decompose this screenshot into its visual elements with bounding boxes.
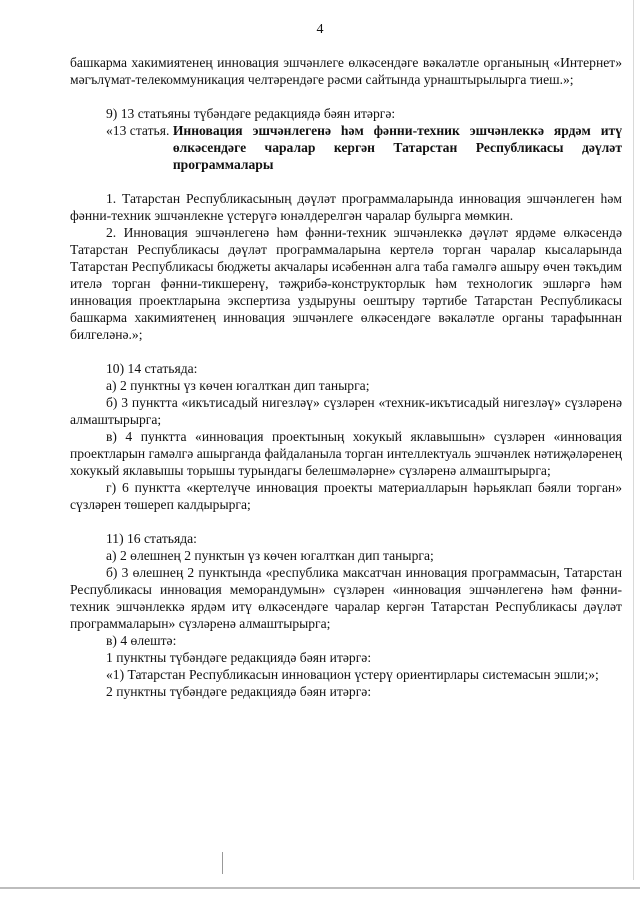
page-edge — [633, 0, 634, 880]
item-11-b: б) 3 өлешнең 2 пунктында «республика максатчан инновация программасын, Татарстан Республикасы инновация меморандумын» сүзләрен «инновация эшчәнлегенә һәм фәнни-техник эшчәнлеккә ярдәм итү өлкәсендәге чаралар кергән Татарстан Республикасы дәүләт программаларын» сүзләренә алмаштырырга; — [70, 565, 622, 631]
item-10-a: а) 2 пунктны үз көчен югалткан дип танырга; — [106, 378, 370, 393]
item-11-v2-intro: 2 пунктны түбәндәге редакциядә бәян итәргә: — [106, 684, 372, 699]
item-11-v: в) 4 өлештә: — [106, 633, 177, 648]
page-bottom-edge — [0, 887, 640, 889]
document-body — [70, 54, 622, 700]
item-10-b: б) 3 пунктта «икътисадый нигезләү» сүзләрен «техник-икътисадый нигезләү» сүзләренә алмаштырырга; — [70, 395, 622, 427]
item-11-a: а) 2 өлешнең 2 пунктын үз көчен югалткан дип танырга; — [106, 548, 434, 563]
item-10-intro: 10) 14 статьяда: — [106, 361, 198, 376]
item-11-v1-text: «1) Татарстан Республикасын инновацион үстерү ориентирлары системасын эшли;»; — [106, 667, 599, 682]
page-number: 4 — [316, 22, 324, 37]
scan-mark — [222, 852, 223, 874]
article-13-heading — [70, 122, 622, 173]
item-11-v1-intro: 1 пунктны түбәндәге редакциядә бәян итәргә: — [106, 650, 372, 665]
item-10-g: г) 6 пунктта «кертелүче инновация проекты материалларын һәрьяклап бәяли торган» сүзләрен төшереп калдырырга; — [70, 480, 622, 512]
article-13-para-2: 2. Инновация эшчәнлегенә һәм фәнни-техник эшчәнлеккә дәүләт ярдәме өлкәсендә Татарстан Республикасы дәүләт программаларына кертелә торган чаралар кысаларында Татарстан Республикасы бюджеты акчалары исәбеннән алга таба гамәлгә ашыру өчен тәкъдим ителә торган фәнни-тикшеренү, тәҗрибә-конструкторлык һәм технологик эшләргә һәм инновация проектларына экспертиза уздыруны оештыру тәртибе Татарстан Республикасы башкарма хакимиятенең инновация эшчәнлеге өлкәсендәге вәкаләтле органы тарафыннан билгеләнә.»; — [70, 225, 622, 342]
article-13-title: Инновация эшчәнлегенә һәм фәнни-техник эшчәнлеккә ярдәм итү өлкәсендәге чаралар кергән Татарстан Республикасы дәүләт программалары — [172, 123, 622, 172]
article-13-para-1: 1. Татарстан Республикасының дәүләт программаларында инновация эшчәнлеген һәм фәнни-техник эшчәнлекне үстерүгә юнәлдерелгән чаралар булырга мөмкин. — [70, 191, 622, 223]
article-13-label: «13 статья. — [106, 123, 173, 138]
continuation-paragraph: башкарма хакимиятенең инновация эшчәнлеге өлкәсендәге вәкаләтле органының «Интернет» мәгълүмат-телекоммуникация челтәрендәге рәсми сайтында урнаштырылырга тиеш.»; — [70, 55, 622, 87]
item-10-v: в) 4 пунктта «инновация проектының хокукый яклавышын» сүзләрен «инновация проектларын гамәлгә ашырганда файдаланыла торган интеллектуаль эшчәнлек нәтиҗәләренең хокукый яклавышы торышы турындагы белешмәләрне» сүзләренә алмаштырырга; — [70, 429, 622, 478]
item-9-intro: 9) 13 статьяны түбәндәге редакциядә бәян итәргә: — [106, 106, 396, 121]
item-11-intro: 11) 16 статьяда: — [106, 531, 197, 546]
